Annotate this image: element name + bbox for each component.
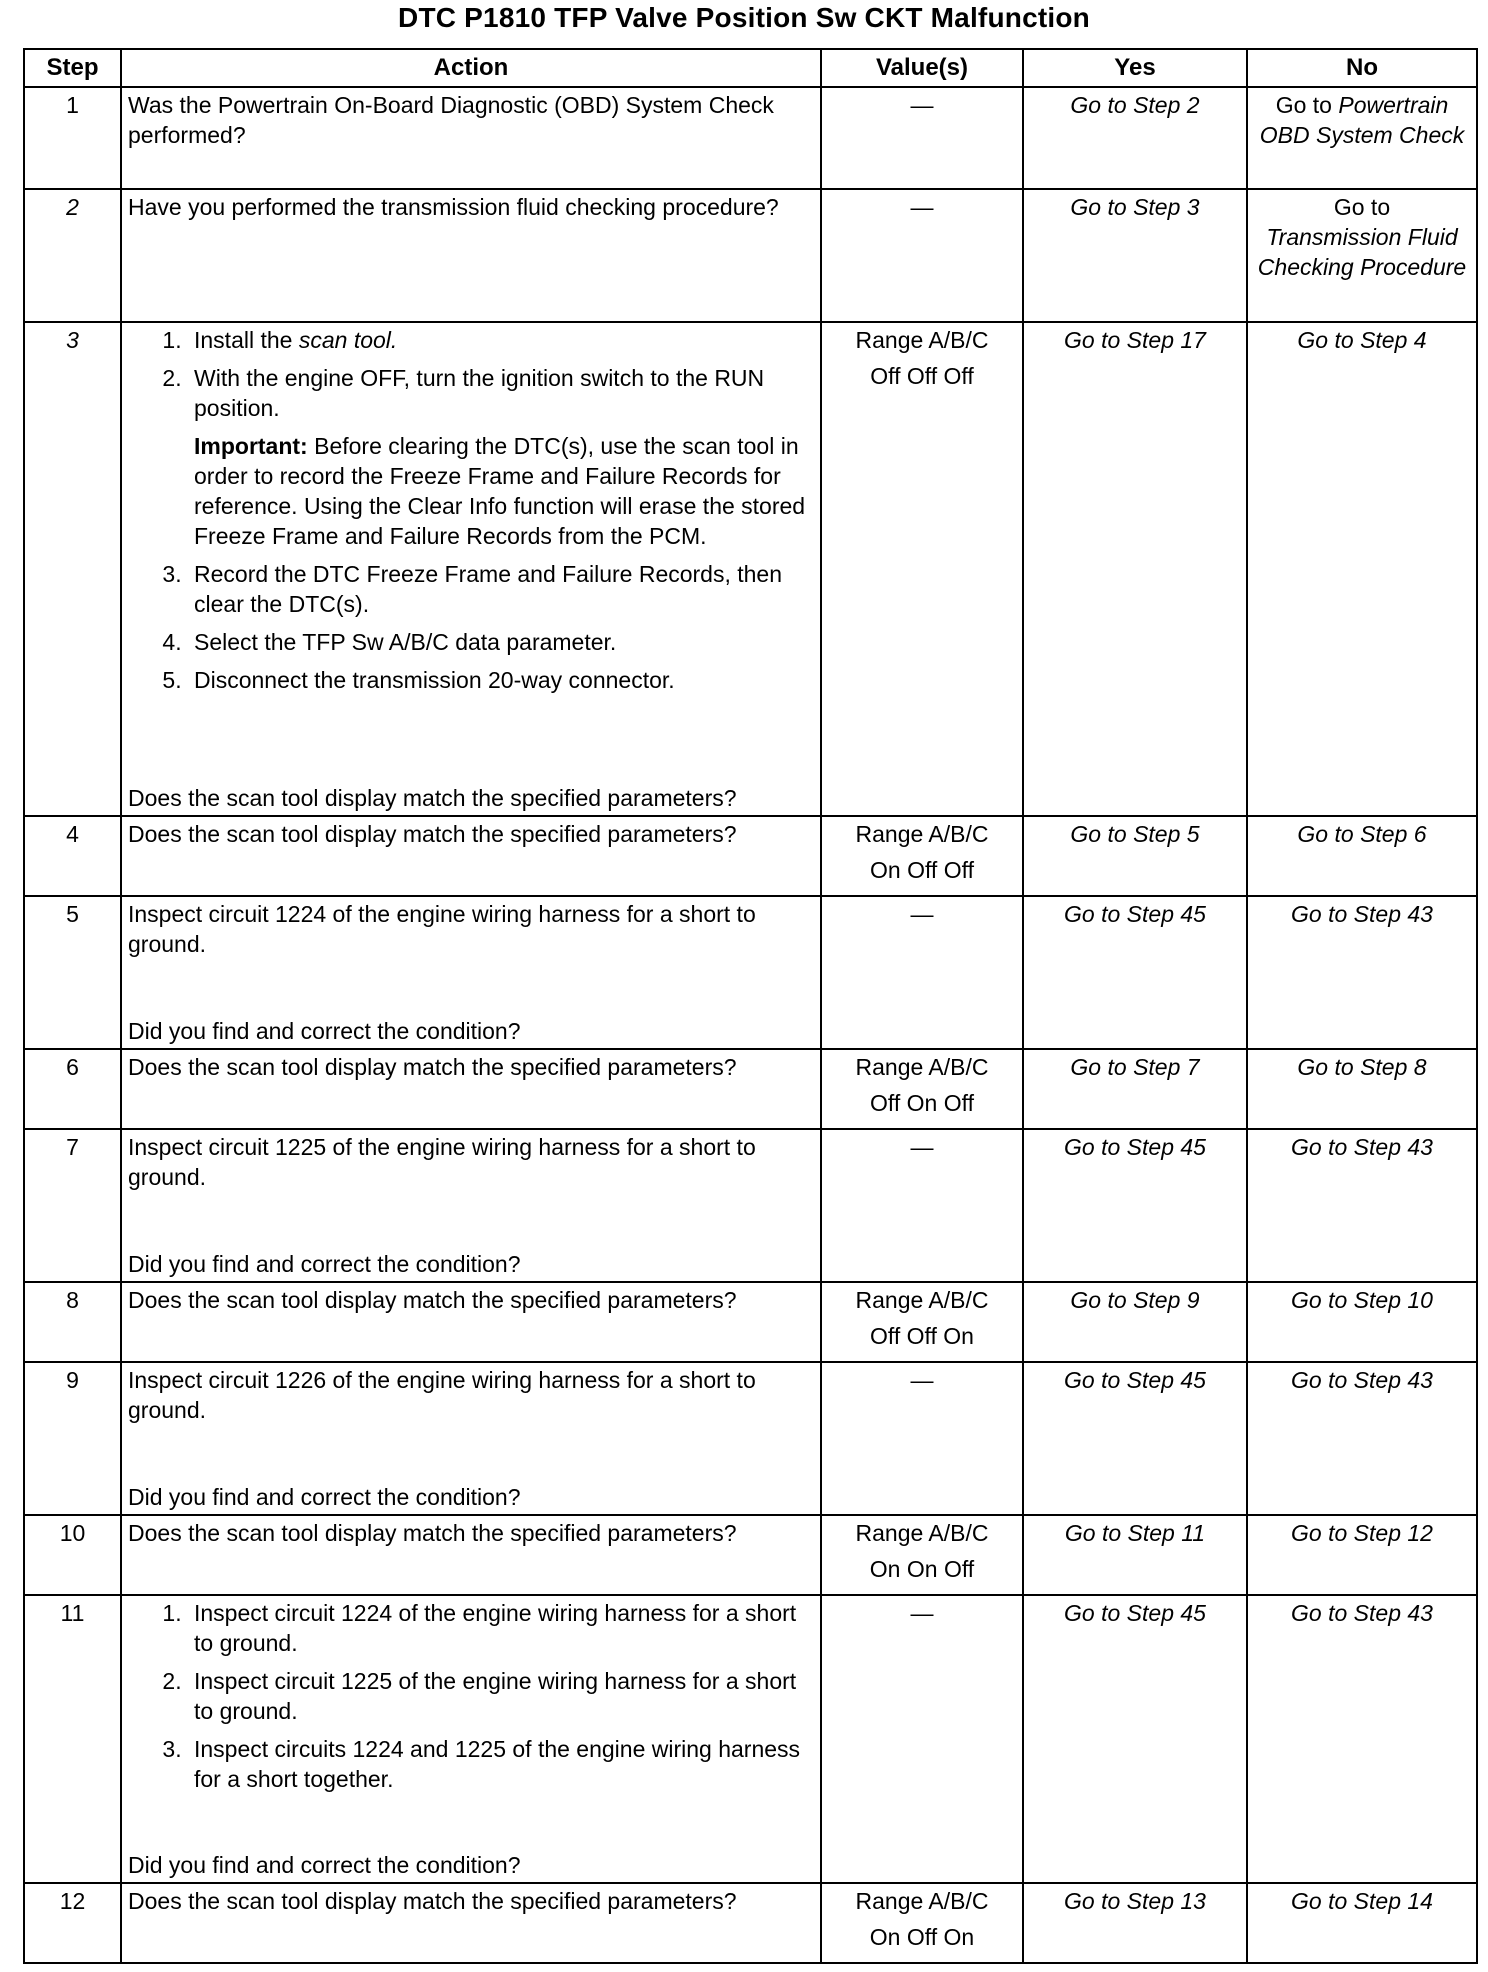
yes-link[interactable]: Go to Step 9 [1023,1282,1247,1362]
no-link[interactable]: Go to Step 43 [1247,896,1477,1049]
question-text: Did you find and correct the condition? [128,1484,521,1510]
value-cell: — [821,1595,1023,1883]
value-label: Range A/B/C [855,821,989,847]
no-link[interactable]: Go to Step 4 [1247,322,1477,816]
value-cell: — [821,87,1023,189]
yes-link[interactable]: Go to Step 45 [1023,1595,1247,1883]
table-row [24,87,1477,189]
action-text: Does the scan tool display match the specified parameters? [121,1282,821,1362]
header-no: No [1247,49,1477,87]
action-cell [121,896,821,1049]
action-cell [121,1595,821,1883]
action-text: Inspect circuit 1226 of the engine wiring harness for a short to ground. [128,1367,756,1423]
step-number: 7 [24,1129,121,1282]
action-text: Inspect circuit 1225 of the engine wiring harness for a short to ground. [128,1134,756,1190]
table-row [24,1129,1477,1282]
diagnostic-table [23,48,1478,1964]
no-target: Transmission Fluid Checking Procedure [1257,224,1467,280]
header-values: Value(s) [821,49,1023,87]
step-number: 4 [24,816,121,896]
yes-link[interactable]: Go to Step 7 [1023,1049,1247,1129]
value-states: Off On Off [870,1090,974,1116]
value-cell: — [821,896,1023,1049]
action-text: Does the scan tool display match the specified parameters? [121,1515,821,1595]
yes-link[interactable]: Go to Step 2 [1023,87,1247,189]
value-label: Range A/B/C [855,1054,989,1080]
value-label: Range A/B/C [855,1287,989,1313]
no-link[interactable]: Go to Step 8 [1247,1049,1477,1129]
table-row [24,1515,1477,1595]
page-title: DTC P1810 TFP Valve Position Sw CKT Malfunction [398,2,1090,33]
table-row [24,816,1477,896]
header-yes: Yes [1023,49,1247,87]
no-link[interactable]: Go to Step 43 [1247,1129,1477,1282]
list-item: 2. With the engine OFF, turn the ignition switch to the RUN position. [188,363,814,423]
action-text: Does the scan tool display match the specified parameters? [121,1883,821,1963]
yes-link[interactable]: Go to Step 45 [1023,1129,1247,1282]
header-action: Action [121,49,821,87]
value-states: On Off On [869,1924,975,1950]
procedure-list [128,325,814,423]
value-cell: — [821,1362,1023,1515]
step-number: 5 [24,896,121,1049]
procedure-list [128,1598,814,1794]
table-row [24,189,1477,322]
value-label: Range A/B/C [855,1520,989,1546]
action-text: Does the scan tool display match the specified parameters? [121,816,821,896]
value-label: Range A/B/C [855,1888,989,1914]
action-text: Was the Powertrain On-Board Diagnostic (OBD) System Check performed? [121,87,821,189]
list-item: 2. Inspect circuit 1225 of the engine wiring harness for a short to ground. [188,1666,814,1726]
action-cell [121,322,821,816]
no-link[interactable]: Go to Step 43 [1247,1595,1477,1883]
question-text: Did you find and correct the condition? [128,1852,521,1878]
value-states: On Off Off [870,857,974,883]
value-cell [821,1515,1023,1595]
step-number: 6 [24,1049,121,1129]
table-row [24,322,1477,816]
value-states: Off Off On [870,1323,974,1349]
step-number: 8 [24,1282,121,1362]
value-states: Off Off Off [870,363,974,389]
no-link[interactable] [1247,189,1477,322]
yes-link[interactable]: Go to Step 45 [1023,1362,1247,1515]
action-text: Inspect circuit 1224 of the engine wiring harness for a short to ground. [128,901,756,957]
step-number: 11 [24,1595,121,1883]
no-prefix: Go to [1333,194,1391,220]
value-cell: — [821,189,1023,322]
action-text: Does the scan tool display match the specified parameters? [121,1049,821,1129]
value-label: Range A/B/C [855,327,989,353]
yes-link[interactable]: Go to Step 45 [1023,896,1247,1049]
no-target: Powertrain OBD System Check [1259,92,1465,148]
action-cell [121,1362,821,1515]
action-text: Have you performed the transmission fluid checking procedure? [121,189,821,322]
no-link[interactable] [1247,87,1477,189]
step-number: 9 [24,1362,121,1515]
step-number: 1 [24,87,121,189]
no-link[interactable]: Go to Step 14 [1247,1883,1477,1963]
table-row [24,896,1477,1049]
value-cell [821,1049,1023,1129]
table-row [24,1049,1477,1129]
procedure-list [128,559,814,695]
no-prefix: Go to [1275,92,1332,118]
step-number: 10 [24,1515,121,1595]
yes-link[interactable]: Go to Step 13 [1023,1883,1247,1963]
table-row [24,1362,1477,1515]
question-text: Did you find and correct the condition? [128,1251,521,1277]
value-cell [821,1883,1023,1963]
step-number: 2 [24,189,121,322]
no-link[interactable]: Go to Step 43 [1247,1362,1477,1515]
value-cell [821,1282,1023,1362]
list-item: 5. Disconnect the transmission 20-way connector. [188,665,814,695]
value-cell [821,322,1023,816]
no-link[interactable]: Go to Step 6 [1247,816,1477,896]
no-link[interactable]: Go to Step 10 [1247,1282,1477,1362]
value-cell [821,816,1023,896]
yes-link[interactable]: Go to Step 11 [1023,1515,1247,1595]
list-item: 3. Inspect circuits 1224 and 1225 of the engine wiring harness for a short together. [188,1734,814,1794]
yes-link[interactable]: Go to Step 3 [1023,189,1247,322]
question-text: Does the scan tool display match the specified parameters? [128,785,737,811]
step-number: 12 [24,1883,121,1963]
list-item: 3. Record the DTC Freeze Frame and Failure Records, then clear the DTC(s). [188,559,814,619]
table-row [24,1883,1477,1963]
table-row [24,1595,1477,1883]
header-step: Step [24,49,121,87]
yes-link[interactable]: Go to Step 5 [1023,816,1247,896]
table-row [24,1282,1477,1362]
value-cell: — [821,1129,1023,1282]
action-cell [121,1129,821,1282]
yes-link[interactable]: Go to Step 17 [1023,322,1247,816]
list-item: 1. Install the scan tool. [188,325,814,355]
question-text: Did you find and correct the condition? [128,1018,521,1044]
important-note: Important: Before clearing the DTC(s), use the scan tool in order to record the Freeze Frame and Failure Records for reference. Using the Clear Info function will erase the stored Freeze Frame and Failure Records from the PCM. [194,433,806,549]
list-item: 1. Inspect circuit 1224 of the engine wiring harness for a short to ground. [188,1598,814,1658]
list-item: 4. Select the TFP Sw A/B/C data parameter. [188,627,814,657]
value-states: On On Off [869,1556,975,1582]
step-number: 3 [24,322,121,816]
no-link[interactable]: Go to Step 12 [1247,1515,1477,1595]
header-row [24,49,1477,87]
